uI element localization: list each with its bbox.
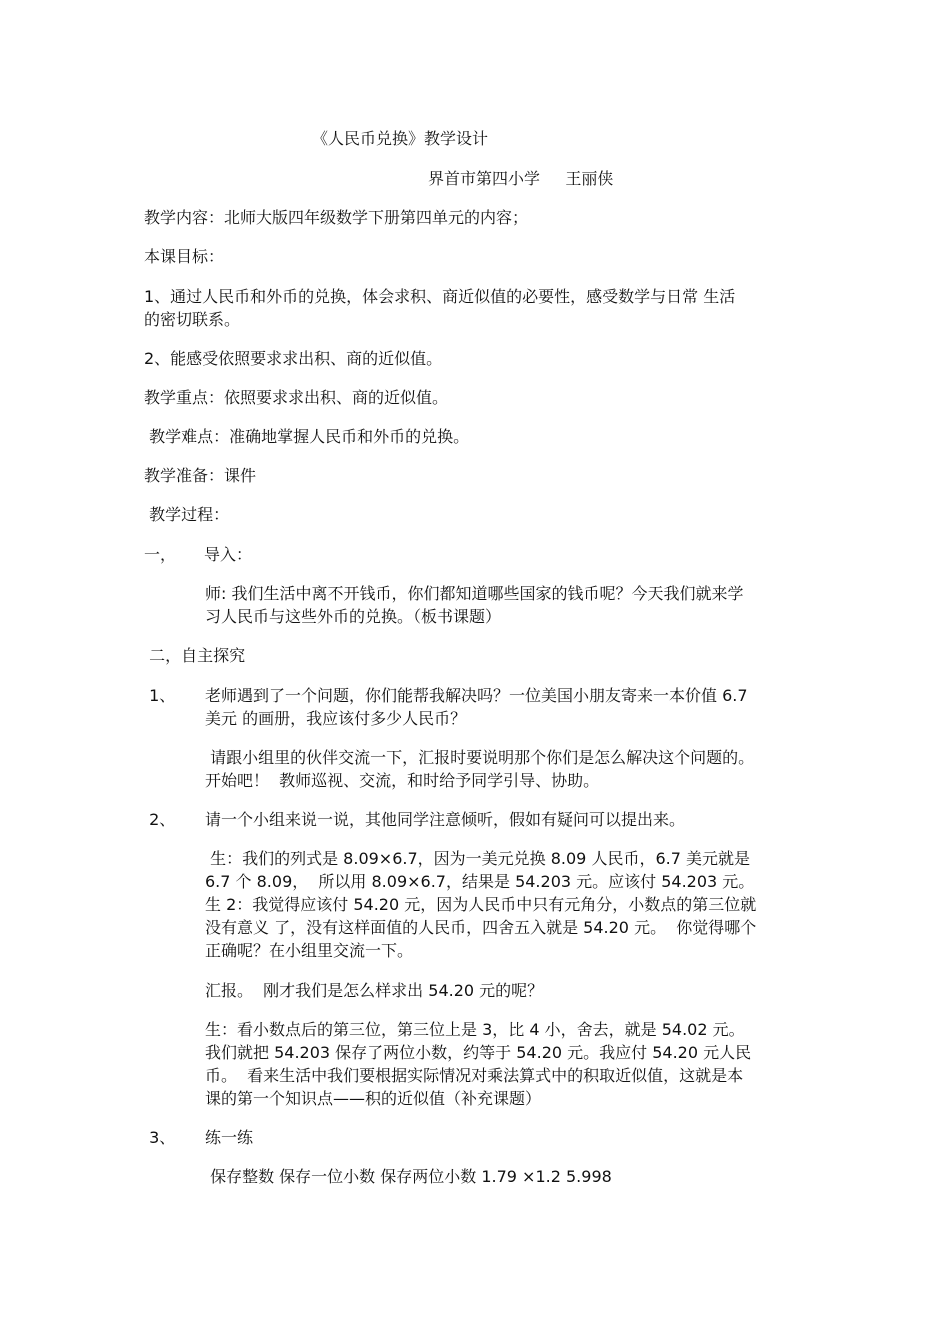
- item-3-title: 练一练: [205, 1128, 254, 1147]
- answer-line-1: 生：看小数点后的第三位，第三位上是 3，比 4 小，舍去，就是 54.02 元。: [205, 1020, 745, 1039]
- item-2-para-line-1: 生：我们的列式是 8.09×6.7，因为一美元兑换 8.09 人民币，6.7 美元就是: [205, 849, 750, 868]
- goal-1-line-1: 1、通过人民币和外币的兑换，体会求积、商近似值的必要性，感受数学与日常 生活: [144, 287, 736, 306]
- section-1-para-line-1: 师: 我们生活中离不开钱币，你们都知道哪些国家的钱币呢？今天我们就来学: [205, 584, 744, 603]
- practice-line: 保存整数 保存一位小数 保存两位小数 1.79 ×1.2 5.998: [205, 1167, 612, 1186]
- author-line: 界首市第四小学 王丽侠: [428, 169, 614, 188]
- section-1-number: 一，: [144, 545, 177, 564]
- goal-2: 2、能感受依照要求求出积、商的近似值。: [144, 349, 443, 368]
- document-title: 《人民币兑换》教学设计: [312, 129, 489, 148]
- section-1-para-line-2: 习人民币与这些外币的兑换。（板书课题）: [205, 607, 502, 626]
- item-3-number: 3、: [144, 1128, 176, 1147]
- item-1-line-2: 美元 的画册，我应该付多少人民币？: [205, 709, 467, 728]
- section-2-title: 二，自主探究: [144, 646, 246, 665]
- item-1-line-1: 老师遇到了一个问题，你们能帮我解决吗？一位美国小朋友寄来一本价值 6.7: [205, 686, 748, 705]
- answer-line-3: 币。 看来生活中我们要根据实际情况对乘法算式中的积取近似值，这就是本: [205, 1066, 744, 1085]
- item-1-para-line-2: 开始吧！ 教师巡视、交流，和时给予同学引导、协助。: [205, 771, 600, 790]
- item-2-para-line-3: 生 2：我觉得应该付 54.20 元，因为人民币中只有元角分，小数点的第三位就: [205, 895, 757, 914]
- teaching-content: 教学内容：北师大版四年级数学下册第四单元的内容；: [144, 208, 529, 227]
- preparation: 教学准备：课件: [144, 466, 257, 485]
- item-2-para-line-4: 没有意义 了，没有这样面值的人民币，四舍五入就是 54.20 元。 你觉得哪个: [205, 918, 757, 937]
- answer-line-2: 我们就把 54.203 保存了两位小数，约等于 54.20 元。我应付 54.20 元人民: [205, 1043, 752, 1062]
- item-2-number: 2、: [144, 810, 176, 829]
- report-line: 汇报。 刚才我们是怎么样求出 54.20 元的呢？: [205, 981, 544, 1000]
- item-2-para-line-5: 正确呢？在小组里交流一下。: [205, 941, 414, 960]
- item-2-para-line-2: 6.7 个 8.09， 所以用 8.09×6.7，结果是 54.203 元。应该付 54.203 元。: [205, 872, 755, 891]
- answer-line-4: 课的第一个知识点——积的近似值（补充课题）: [205, 1089, 542, 1108]
- key-point: 教学重点：依照要求求出积、商的近似值。: [144, 388, 449, 407]
- process-heading: 教学过程：: [144, 505, 230, 524]
- goal-1-line-2: 的密切联系。: [144, 310, 241, 329]
- item-2-line-1: 请一个小组来说一说，其他同学注意倾听，假如有疑问可以提出来。: [205, 810, 686, 829]
- item-1-number: 1、: [144, 686, 176, 705]
- item-1-para-line-1: 请跟小组里的伙伴交流一下，汇报时要说明那个你们是怎么解决这个问题的。: [205, 748, 755, 767]
- goals-heading: 本课目标：: [144, 247, 225, 266]
- difficulty: 教学难点：准确地掌握人民币和外币的兑换。: [144, 427, 470, 446]
- section-1-title: 导入：: [204, 545, 253, 564]
